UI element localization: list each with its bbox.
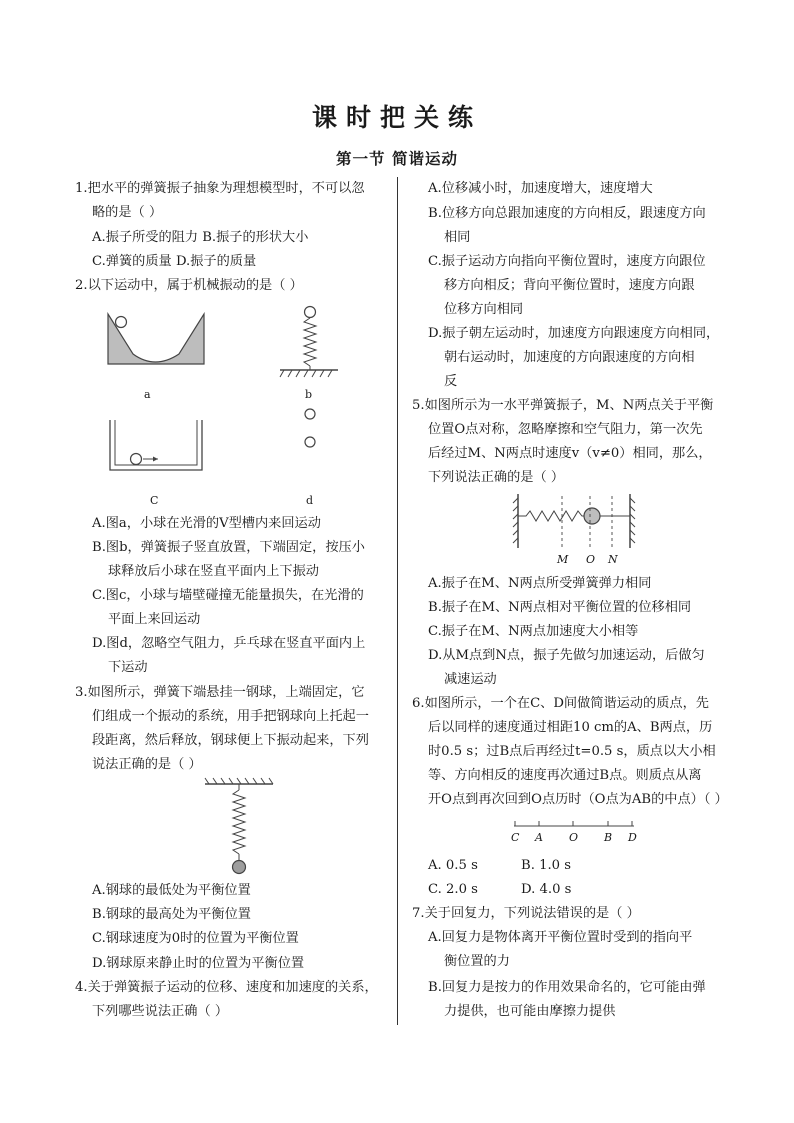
q6-option-b: B. 1.0 s (521, 858, 572, 873)
figure-point-m: M (557, 553, 569, 566)
q2-option-c-line2: 平面上来回运动 (108, 612, 201, 627)
q5-stem-line4: 下列说法正确的是（ ） (428, 470, 565, 485)
q6-stem-line1: 6.如图所示，一个在C、D间做简谐运动的质点，先 (412, 696, 709, 711)
line-point-b: B (604, 831, 613, 844)
q3-stem-line4: 说法正确的是（ ） (92, 757, 202, 772)
q2-option-d-line1: D.图d，忽略空气阻力，乒乓球在竖直平面内上 (92, 636, 366, 651)
q5-stem-line2: 位置O点对称，忽略摩擦和空气阻力，第一次先 (428, 422, 703, 437)
q2-stem: 2.以下运动中，属于机械振动的是（ ） (75, 278, 303, 293)
section-subtitle: 第一节 简谐运动 (336, 150, 458, 168)
figure-a-label: a (144, 388, 151, 401)
figure-b-label: b (305, 388, 313, 401)
figure-c-label: C (150, 494, 159, 507)
q6-option-a: A. 0.5 s (428, 858, 478, 873)
q7-stem: 7.关于回复力，下列说法错误的是（ ） (412, 906, 640, 921)
q3-stem-line3: 段距离，然后释放，钢球便上下振动起来，下列 (92, 733, 369, 748)
q2-option-b-line2: 球释放后小球在竖直平面内上下振动 (108, 564, 319, 579)
q2-option-b-line1: B.图b，弹簧振子竖直放置，下端固定，按压小 (92, 540, 365, 555)
figure-hanging-spring (203, 776, 275, 878)
figure-horizontal-spring-oscillator (512, 492, 636, 552)
q7-option-b-line1: B.回复力是按力的作用效果命名的，它可能由弹 (428, 980, 706, 995)
q1-options-cd: C.弹簧的质量 D.振子的质量 (92, 254, 257, 269)
q6-option-d: D. 4.0 s (521, 882, 572, 897)
q5-option-b: B.振子在M、N两点相对平衡位置的位移相同 (428, 600, 692, 615)
line-point-c: C (511, 831, 520, 844)
figure-number-line (508, 818, 640, 832)
figure-b-vertical-spring (278, 302, 340, 380)
q4-option-b-line1: B.位移方向总跟加速度的方向相反，跟速度方向 (428, 206, 706, 221)
q3-option-c: C.钢球速度为0时的位置为平衡位置 (92, 931, 299, 946)
q2-option-a: A.图a，小球在光滑的V型槽内来回运动 (92, 516, 321, 531)
q5-stem-line1: 5.如图所示为一水平弹簧振子，M、N两点关于平衡 (412, 398, 714, 413)
q4-option-c-line1: C.振子运动方向指向平衡位置时，速度方向跟位 (428, 254, 706, 269)
q7-option-a-line1: A.回复力是物体离开平衡位置时受到的指向平 (428, 930, 693, 945)
q4-option-a: A.位移减小时，加速度增大，速度增大 (428, 181, 653, 196)
q3-stem-line1: 3.如图所示，弹簧下端悬挂一钢球，上端固定，它 (75, 685, 365, 700)
q2-option-d-line2: 下运动 (108, 660, 148, 675)
q6-option-c: C. 2.0 s (428, 882, 478, 897)
q3-option-a: A.钢球的最低处为平衡位置 (92, 883, 251, 898)
q1-options-ab: A.振子所受的阻力 B.振子的形状大小 (92, 230, 309, 245)
line-point-o: O (569, 831, 579, 844)
figure-point-n: N (608, 553, 618, 566)
page-title: 课时把关练 (311, 103, 482, 132)
q5-option-c: C.振子在M、N两点加速度大小相等 (428, 624, 639, 639)
q3-option-b: B.钢球的最高处为平衡位置 (92, 907, 251, 922)
figure-c-ball-in-box (106, 418, 206, 474)
figure-a-v-groove (106, 312, 206, 378)
q5-option-a: A.振子在M、N两点所受弹簧弹力相同 (428, 576, 652, 591)
q4-option-c-line2: 移方向相反；背向平衡位置时，速度方向跟 (444, 278, 695, 293)
q3-option-d: D.钢球原来静止时的位置为平衡位置 (92, 956, 305, 971)
q5-option-d-line2: 减速运动 (444, 672, 497, 687)
line-point-a: A (535, 831, 543, 844)
line-point-d: D (628, 831, 637, 844)
q2-option-c-line1: C.图c，小球与墙壁碰撞无能量损失，在光滑的 (92, 588, 364, 603)
q5-option-d-line1: D.从M点到N点，振子先做匀加速运动，后做匀 (428, 648, 705, 663)
figure-d-label: d (306, 494, 314, 507)
q6-stem-line4: 等、方向相反的速度再次通过B点。则质点从离 (428, 768, 702, 783)
q4-option-d-line2: 朝右运动时，加速度的方向跟速度的方向相 (444, 350, 695, 365)
q7-option-b-line2: 力提供，也可能由摩擦力提供 (444, 1004, 616, 1019)
q4-option-d-line3: 反 (444, 374, 458, 389)
figure-point-o: O (586, 553, 596, 566)
q1-stem-line2: 略的是（ ） (92, 205, 163, 220)
q4-option-b-line2: 相同 (444, 230, 471, 245)
q3-stem-line2: 们组成一个振动的系统，用手把钢球向上托起一 (92, 709, 369, 724)
figure-d-ping-pong-ball (298, 402, 322, 452)
q5-stem-line3: 后经过M、N两点时速度v（v≠0）相同，那么， (428, 446, 712, 461)
q1-stem-line1: 1.把水平的弹簧振子抽象为理想模型时，不可以忽 (75, 181, 365, 196)
q4-stem-line1: 4.关于弹簧振子运动的位移、速度和加速度的关系， (75, 980, 378, 995)
q6-stem-line3: 时0.5 s；过B点后再经过t=0.5 s，质点以大小相 (428, 744, 716, 759)
q6-stem-line2: 后以同样的速度通过相距10 cm的A、B两点，历 (428, 720, 713, 735)
q4-option-c-line3: 位移方向相同 (444, 302, 524, 317)
q6-stem-line5: 开O点到再次回到O点历时（O点为AB的中点）（ ） (428, 792, 728, 807)
q7-option-a-line2: 衡位置的力 (444, 954, 510, 969)
column-divider (397, 177, 398, 1025)
q4-stem-line2: 下列哪些说法正确（ ） (92, 1004, 229, 1019)
q4-option-d-line1: D.振子朝左运动时，加速度方向跟速度方向相同， (428, 326, 720, 341)
